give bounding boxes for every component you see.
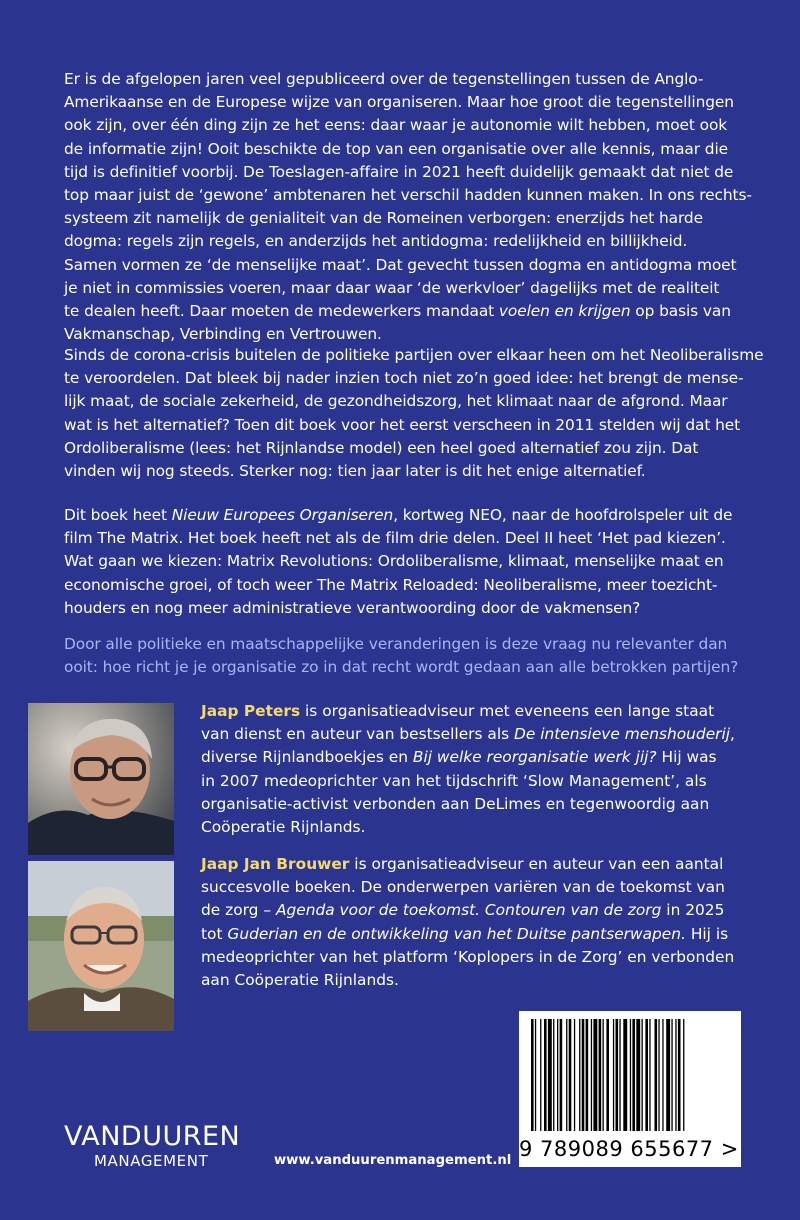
book-title-italic: Guderian en de ontwikkeling van het Duitse pantserwapen. [227,924,686,943]
barcode-bar [616,1019,619,1131]
text-line: Wat gaan we kiezen: Matrix Revolutions: Ordoliberalisme, klimaat, menselijke maat en [64,552,724,571]
book-title-italic: De intensieve menshouderij [514,725,731,744]
text-segment: op basis van [630,302,731,321]
author-photo-jaap-peters [28,703,174,855]
barcode-bar [658,1019,659,1131]
barcode-bar [548,1019,552,1131]
book-title-italic: Agenda voor de toekomst. Contouren van de zorg [275,901,662,920]
barcode-bar [632,1019,635,1131]
barcode-bar [662,1019,663,1131]
text-line [64,504,744,527]
text-segment: , [730,725,735,744]
barcode-bar [599,1019,602,1131]
logo-subtitle: MANAGEMENT [94,1152,209,1170]
barcode-bar [540,1019,541,1131]
bio-jaap-jan-brouwer [201,853,761,992]
italic-phrase: voelen en krijgen [498,302,631,321]
text-segment: diverse Rijnlandboekjes en [201,748,413,767]
text-line [201,723,761,746]
text-segment: te dealen heeft. Daar moeten de medewerkers mandaat [64,302,495,321]
text-line: dogma: regels zijn regels, en anderzijds het antidogma: redelijkheid en billijkheid. [64,232,688,251]
text-line: Door alle politieke en maatschappelijke veranderingen is deze vraag nu relevanter dan [64,635,728,653]
text-line: organisatie-activist verbonden aan DeLimes en tegenwoordig aan [201,794,710,813]
text-line: houders en nog meer administratieve verantwoording door de vakmensen? [64,598,641,617]
matrix-paragraph [64,504,744,620]
logo-wordmark: VANDUUREN [64,1121,241,1152]
text-line [201,746,761,769]
text-segment: in 2025 [661,901,725,920]
text-segment: Hij is [685,924,729,943]
barcode-bar [619,1019,620,1131]
text-line: film The Matrix. Het boek heeft net als de film drie delen. Deel II heet ‘Het pad kiezen’. [64,529,726,548]
barcode-bar [655,1019,658,1131]
barcode-bar [574,1019,575,1131]
highlight-question-paragraph [64,633,744,679]
barcode-bar [593,1019,597,1131]
text-line: medeoprichter van het platform ‘Koplopers in de Zorg’ en verbonden [201,947,735,966]
text-line: Amerikaanse en de Europese wijze van organiseren. Maar hoe groot die tegenstellingen [64,93,734,112]
text-line [201,899,761,922]
barcode-bar [623,1019,627,1131]
author-name: Jaap Jan Brouwer [201,855,350,873]
barcode-bar [560,1019,563,1131]
text-line: Vakmanschap, Verbinding en Vertrouwen. [64,325,382,344]
text-line: Sinds de corona-crisis buitelen de politieke partijen over elkaar heen om het Neoliberalisme [64,346,764,364]
barcode-bar [675,1019,676,1131]
text-line [201,853,761,876]
isbn-barcode [519,1011,741,1167]
text-line: in 2007 medeoprichter van het tijdschrift ‘Slow Management’, als [201,771,707,790]
text-line: Coöperatie Rijnlands. [201,818,366,837]
text-segment: , kortweg NEO, naar de hoofdrolspeler uit de [393,506,733,524]
text-line: je niet in commissies voeren, maar daar waar ‘de werkvloer’ dagelijks met de realiteit [64,278,720,297]
text-line: economische groei, of toch weer The Matrix Reloaded: Neoliberalisme, meer toezicht- [64,575,718,594]
text-line: Er is de afgelopen jaren veel gepubliceerd over de tegenstellingen tussen de Anglo- [64,70,704,88]
barcode-bar [586,1019,589,1131]
text-line: wat is het alternatief? Toen dit boek voor het eerst verscheen in 2011 stelden wij dat het [64,415,741,434]
author-name: Jaap Peters [201,702,301,720]
barcode-bar [683,1019,684,1131]
portrait-image [28,861,174,1031]
text-line: te veroordelen. Dat bleek bij nader inzien toch niet zo’n goed idee: het brengt de mense- [64,369,744,388]
text-line: Ordoliberalisme (lees: het Rijnlandse model) een heel goed alternatief zou zijn. Dat [64,438,699,457]
barcode-bar [591,1019,592,1131]
publisher-logo [64,1122,264,1170]
text-line: Samen vormen ze ‘de menselijke maat’. Dat gevecht tussen dogma en antidogma moet [64,255,737,274]
text-segment: Dit boek heet [64,506,172,524]
barcode-bar [630,1019,631,1131]
intro-paragraph [64,68,752,346]
text-line: tijd is definitief voorbij. De Toeslagen-affaire in 2021 heeft duidelijk gemaakt dat niet de [64,162,734,181]
text-line: ook zijn, over één ding zijn ze het eens: daar waar je autonomie wilt hebben, moet ook [64,116,728,135]
barcode-bar [544,1019,547,1131]
corona-paragraph [64,344,764,483]
barcode-bar [645,1019,648,1131]
text-line: succesvolle boeken. De onderwerpen variëren van de toekomst van [201,878,725,897]
barcode-bar [636,1019,640,1131]
barcode-bar [666,1019,670,1131]
barcode-bar [649,1019,650,1131]
text-line: aan Coöperatie Rijnlands. [201,971,399,990]
text-segment: is organisatieadviseur met eveneens een lange staat [300,702,715,720]
barcode-bar [606,1019,609,1131]
barcode-bar [569,1019,572,1131]
text-line: de informatie zijn! Ooit beschikte de top van een organisatie over alle kennis, maar die [64,139,728,158]
portrait-image [28,703,174,855]
barcode-bar [579,1019,580,1131]
text-segment: de zorg – [201,901,276,920]
book-title-italic: Nieuw Europees Organiseren [171,506,394,524]
barcode-bar [642,1019,643,1131]
barcode-bar [671,1019,672,1131]
barcode-bar [582,1019,585,1131]
text-line [201,923,761,946]
text-line: ooit: hoe richt je je organisatie zo in dat recht wordt gedaan aan alle betrokken partijen? [64,658,739,677]
text-line [201,700,761,723]
text-segment: is organisatieadviseur en auteur van een aantal [349,855,724,873]
bio-jaap-peters [201,700,761,839]
author-photo-jaap-jan-brouwer [28,861,174,1031]
text-line: vinden wij nog steeds. Sterker nog: tien jaar later is dit het enige alternatief. [64,462,646,481]
text-segment: van dienst en auteur van bestsellers als [201,725,515,744]
barcode-bar [553,1019,554,1131]
publisher-website: www.vanduurenmanagement.nl [274,1153,512,1168]
barcode-bars [519,1011,741,1137]
book-title-italic: Bij welke reorganisatie werk jij? [412,748,657,767]
text-line: systeem zit namelijk de genialiteit van de Romeinen verborgen: enerzijds het harde [64,209,703,228]
barcode-bar [557,1019,558,1131]
text-line: top maar juist de ‘gewone’ ambtenaren het verschil hadden kunnen maken. In ons rechts- [64,186,752,205]
text-segment: Hij was [656,748,717,767]
barcode-bar [566,1019,567,1131]
barcode-bar [603,1019,604,1131]
text-line [64,300,744,323]
text-segment: tot [201,924,228,943]
barcode-number: 9 789089 655677 > [519,1137,739,1161]
barcode-bar [531,1019,534,1131]
barcode-bar [535,1019,536,1131]
barcode-bar [613,1019,614,1131]
text-line: lijk maat, de sociale zekerheid, de gezondheidszorg, het klimaat naar de afgrond. Maar [64,392,728,411]
barcode-bar [678,1019,681,1131]
